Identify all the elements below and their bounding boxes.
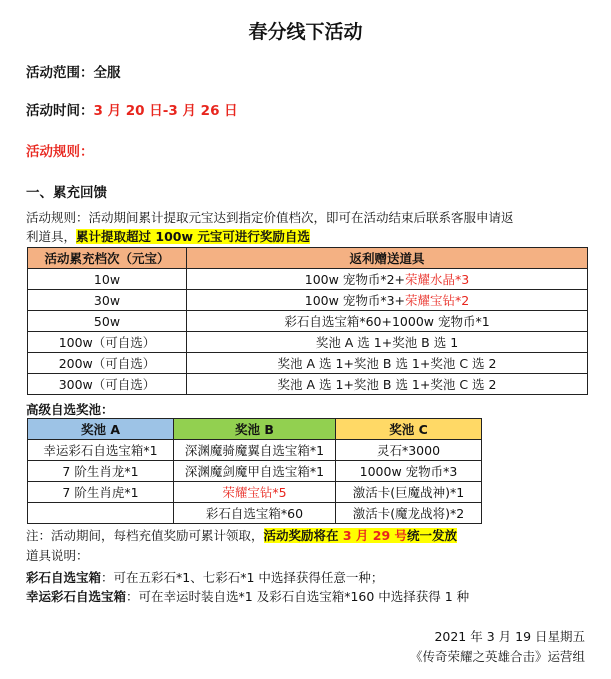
pool-table [27,418,482,524]
pool-a-cell: 7 阶生肖虎*1 [28,482,174,503]
tier-cell: 10w [28,269,187,290]
pool-header-row [28,419,482,440]
pool-b-cell: 彩石自选宝箱*60 [174,503,336,524]
pool-b-header: 奖池 B [174,419,336,440]
reward-cell [187,353,588,374]
col-header-tier: 活动累充档次（元宝） [28,248,187,269]
footer-date: 2021 年 3 月 19 日星期五 [434,629,585,644]
scope-label: 活动范围： [26,65,94,81]
reward-text: 奖池 A 选 1+奖池 B 选 1 [315,335,459,350]
time-label: 活动时间： [26,103,94,119]
item-desc: ：可在五彩石*1、七彩石*1 中选择获得任意一种； [101,570,384,585]
rules-text-line1: 活动规则：活动期间累计提取元宝达到指定价值档次，即可在活动结束后联系客服申请返 [26,210,514,225]
reward-cell [187,290,588,311]
activity-scope [26,61,121,81]
pool-row [28,482,482,503]
item-desc-2 [26,587,469,606]
pool-a-cell: 幸运彩石自选宝箱*1 [28,440,174,461]
reward-text: 奖池 A 选 1+奖池 B 选 1+奖池 C 选 2 [277,356,497,371]
pool-a-cell: 7 阶生肖龙*1 [28,461,174,482]
reward-text-red: 荣耀宝钻*2 [405,293,470,308]
reward-text: 彩石自选宝箱*60+1000w 宠物币*1 [284,314,490,329]
pool-row [28,440,482,461]
pool-b-cell: 荣耀宝钻*5 [174,482,336,503]
pool-row [28,461,482,482]
table-row [28,353,588,374]
reward-cell [187,374,588,395]
table-row [28,269,588,290]
footer-org: 《传奇荣耀之英雄合击》运营组 [409,649,585,664]
rules-heading: 活动规则： [26,144,94,160]
time-value: 3 月 20 日-3 月 26 日 [93,103,238,119]
scope-value: 全服 [93,65,121,81]
rules-text-line2 [26,227,596,246]
table-row [28,311,588,332]
pool-row [28,503,482,524]
rules-text-prefix: 利道具， [26,229,77,244]
reward-cell [187,269,588,290]
item-desc-1 [26,568,383,587]
tier-cell: 100w（可自选） [28,332,187,353]
item-name: 幸运彩石自选宝箱 [26,589,127,604]
item-name: 彩石自选宝箱 [26,570,102,585]
reward-text: 100w 宠物币*2+ [304,272,406,287]
pool-c-cell: 激活卡(巨魔战神)*1 [336,482,482,503]
tier-cell: 300w（可自选） [28,374,187,395]
reward-cell [187,332,588,353]
table-row [28,290,588,311]
cumulative-table [27,247,588,395]
note-date: 3 月 29 号 [342,528,408,543]
table-row [28,374,588,395]
note-highlight-a: 活动奖励将在 [263,528,343,543]
pool-c-cell: 1000w 宠物币*3 [336,461,482,482]
tier-cell: 30w [28,290,187,311]
note-prefix: 注：活动期间，每档充值奖励可累计领取， [26,528,264,543]
rules-text [26,208,596,246]
pool-b-cell: 深渊魔骑魔翼自选宝箱*1 [174,440,336,461]
note-highlight [264,528,458,543]
reward-cell [187,311,588,332]
note-highlight-b: 统一发放 [407,528,458,543]
pool-c-cell: 激活卡(魔龙战将)*2 [336,503,482,524]
tier-cell: 200w（可自选） [28,353,187,374]
pool-a-cell [28,503,174,524]
pool-heading: 高级自选奖池： [26,402,114,417]
tier-cell: 50w [28,311,187,332]
table-row [28,332,588,353]
col-header-reward: 返利赠送道具 [187,248,588,269]
pool-c-header: 奖池 C [336,419,482,440]
section-heading-cumulative: 一、累充回馈 [26,185,107,201]
reward-text-red: 荣耀水晶*3 [405,272,470,287]
item-desc-heading: 道具说明： [26,548,89,563]
page-title: 春分线下活动 [248,21,363,43]
note [26,526,596,545]
activity-time [26,99,238,119]
table-header-row [28,248,588,269]
pool-b-cell: 深渊魔剑魔甲自选宝箱*1 [174,461,336,482]
rules-highlight: 累计提取超过 100w 元宝可进行奖励自选 [76,229,310,244]
pool-c-cell: 灵石*3000 [336,440,482,461]
reward-text: 100w 宠物币*3+ [304,293,406,308]
reward-text: 奖池 A 选 1+奖池 B 选 1+奖池 C 选 2 [277,377,497,392]
item-desc: ：可在幸运时装自选*1 及彩石自选宝箱*160 中选择获得 1 种 [126,589,470,604]
pool-a-header: 奖池 A [28,419,174,440]
